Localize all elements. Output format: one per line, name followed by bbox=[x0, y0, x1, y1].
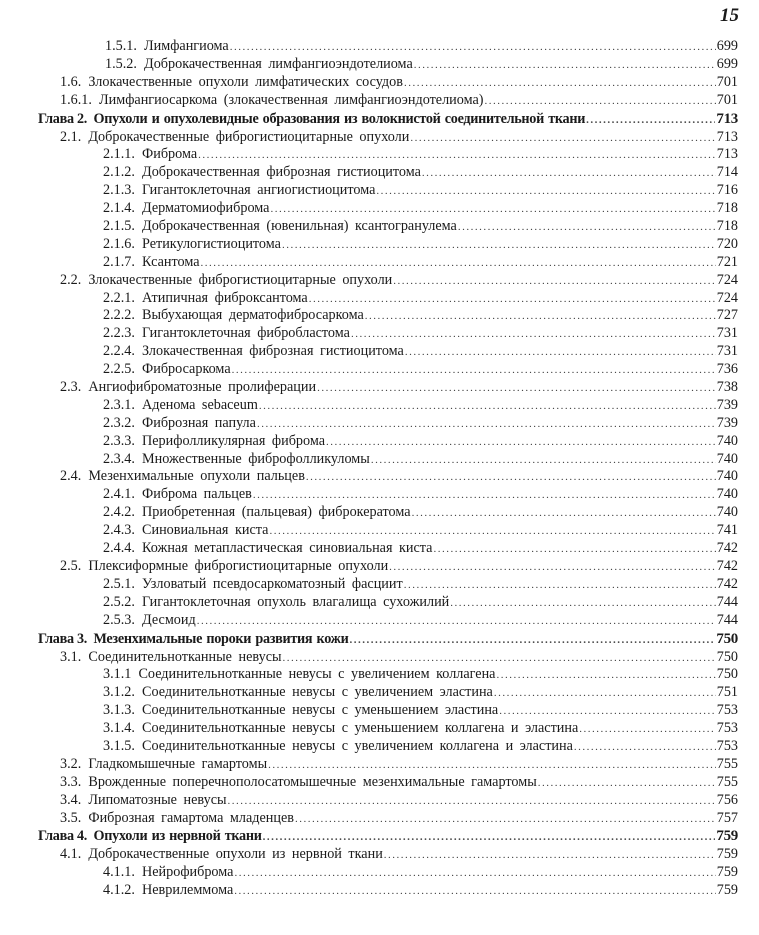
toc-entry-page: 739 bbox=[716, 414, 738, 431]
toc-entry-title: Фиброзная гамартома младенцев bbox=[88, 809, 294, 826]
toc-entry-number: 2.1.3. bbox=[103, 182, 135, 199]
toc-entry-page: 740 bbox=[716, 486, 738, 503]
toc-entry-title: Дерматомиофиброма bbox=[142, 200, 270, 217]
dot-leader bbox=[450, 595, 715, 613]
dot-leader bbox=[384, 847, 716, 865]
dot-leader bbox=[389, 559, 716, 577]
toc-entry-number: 3.3. bbox=[60, 773, 82, 790]
toc-entry-title: Гладкомышечные гамартомы bbox=[88, 755, 268, 772]
dot-leader bbox=[326, 434, 716, 452]
toc-entry[interactable] bbox=[0, 92, 759, 110]
toc-entry-page: 731 bbox=[716, 325, 738, 342]
dot-leader bbox=[234, 883, 715, 901]
toc-entry-page: 736 bbox=[716, 361, 738, 378]
toc-entry-page: 759 bbox=[716, 846, 738, 863]
dot-leader bbox=[574, 739, 716, 757]
toc-entry[interactable] bbox=[0, 774, 759, 792]
toc-entry-title: Выбухающая дерматофибросаркома bbox=[142, 307, 364, 324]
toc-entry-page: 699 bbox=[716, 55, 738, 72]
toc-entry-title: Доброкачественная лимфангиоэндотелиома bbox=[144, 55, 413, 72]
toc-entry[interactable] bbox=[0, 540, 759, 558]
toc-entry[interactable] bbox=[0, 361, 759, 379]
toc-entry-title: Множественные фиброфолликуломы bbox=[142, 450, 370, 467]
toc-entry-number: 1.5.1. bbox=[105, 38, 137, 54]
toc-entry-title: Фиброма пальцев bbox=[142, 486, 252, 503]
toc-entry-number: 4.1. bbox=[60, 846, 82, 863]
toc-entry-number: 2.4.1. bbox=[103, 486, 135, 503]
toc-entry[interactable] bbox=[0, 415, 759, 433]
toc-entry-title: Доброкачественные опухоли из нервной ткани bbox=[88, 846, 383, 863]
toc-entry-number: 2.4. bbox=[60, 468, 82, 485]
dot-leader bbox=[405, 344, 716, 362]
toc-entry-page: 739 bbox=[716, 396, 738, 413]
dot-leader bbox=[257, 416, 716, 434]
toc-entry-page: 731 bbox=[716, 343, 738, 360]
toc-entry-number: 1.6. bbox=[60, 73, 82, 90]
toc-entry-number: 2.5. bbox=[60, 557, 82, 574]
toc-entry-page: 718 bbox=[716, 218, 738, 235]
toc-entry-page: 753 bbox=[716, 720, 738, 737]
toc-entry[interactable] bbox=[0, 200, 759, 218]
toc-entry[interactable] bbox=[0, 684, 759, 702]
dot-leader bbox=[422, 165, 716, 183]
toc-entry-number: 3.5. bbox=[60, 809, 82, 826]
dot-leader bbox=[538, 775, 716, 793]
toc-entry-number: 2.1.7. bbox=[103, 253, 135, 270]
toc-entry-number: 2.2. bbox=[60, 271, 82, 288]
toc-entry-number: 2.1.1. bbox=[103, 146, 135, 163]
toc-entry-title: Доброкачественные фиброгистиоцитарные опухоли bbox=[88, 128, 410, 145]
toc-entry[interactable] bbox=[0, 218, 759, 236]
dot-leader bbox=[458, 219, 716, 237]
toc-entry[interactable] bbox=[0, 702, 759, 720]
toc-entry-number: 3.2. bbox=[60, 755, 82, 772]
toc-entry[interactable] bbox=[0, 397, 759, 415]
toc-entry-title: Перифолликулярная фиброма bbox=[142, 432, 326, 449]
toc-entry-page: 742 bbox=[716, 557, 738, 574]
toc-entry-number: 2.1.6. bbox=[103, 235, 135, 252]
toc-entry-number: 2.2.3. bbox=[103, 325, 135, 342]
toc-entry-number: 3.1.5. bbox=[103, 737, 135, 754]
toc-entry-title: Опухоли и опухолевидные образования из волокнистой соединительной ткани bbox=[93, 110, 586, 127]
dot-leader bbox=[393, 273, 715, 291]
toc-entry-number: 2.3.4. bbox=[103, 450, 135, 467]
dot-leader bbox=[433, 541, 715, 559]
toc-entry[interactable] bbox=[0, 343, 759, 361]
toc-entry-title: Липоматозные невусы bbox=[88, 791, 227, 808]
toc-entry-number: 3.1.3. bbox=[103, 702, 135, 719]
toc-entry-number: 2.2.4. bbox=[103, 343, 135, 360]
toc-entry-page: 740 bbox=[716, 504, 738, 521]
dot-leader bbox=[350, 631, 716, 650]
toc-entry-page: 741 bbox=[716, 522, 738, 539]
toc-entry[interactable] bbox=[0, 882, 759, 900]
toc-entry-title: Плексиформные фиброгистиоцитарные опухоли bbox=[88, 557, 389, 574]
toc-entry[interactable] bbox=[0, 468, 759, 486]
toc-entry[interactable] bbox=[0, 486, 759, 504]
toc-entry-title: Злокачественные фиброгистиоцитарные опухоли bbox=[88, 271, 393, 288]
toc-entry-page: 724 bbox=[716, 271, 738, 288]
toc-entry-number: 4.1.2. bbox=[103, 882, 135, 899]
toc-entry-page: 740 bbox=[716, 450, 738, 467]
toc-entry-number: 3.1.4. bbox=[103, 720, 135, 737]
toc-entry-number: 2.3.3. bbox=[103, 432, 135, 449]
dot-leader bbox=[579, 721, 715, 739]
dot-leader bbox=[365, 308, 716, 326]
toc-chapter-entry[interactable] bbox=[0, 827, 759, 846]
toc-entry[interactable] bbox=[0, 792, 759, 810]
toc-entry-number: 3.4. bbox=[60, 791, 82, 808]
toc-entry-page: 757 bbox=[716, 809, 738, 826]
toc-entry[interactable] bbox=[0, 720, 759, 738]
dot-leader bbox=[376, 183, 715, 201]
toc-entry[interactable] bbox=[0, 307, 759, 325]
dot-leader bbox=[494, 685, 716, 703]
toc-entry-title: Соединительнотканные невусы с увеличением эластина bbox=[142, 684, 493, 701]
toc-entry-title: Ксантома bbox=[142, 253, 200, 270]
table-of-contents bbox=[0, 38, 759, 900]
toc-entry-number: 3.1. bbox=[60, 648, 82, 665]
toc-entry-number: Глава 2. bbox=[38, 110, 88, 127]
dot-leader bbox=[263, 828, 716, 847]
toc-entry-page: 750 bbox=[716, 630, 738, 647]
toc-entry[interactable] bbox=[0, 325, 759, 343]
toc-entry-title: Злокачественная фиброзная гистиоцитома bbox=[142, 343, 404, 360]
toc-entry-title: Приобретенная (пальцевая) фиброкератома bbox=[142, 504, 411, 521]
toc-entry-title: Фибросаркома bbox=[142, 361, 231, 378]
toc-entry[interactable] bbox=[0, 594, 759, 612]
dot-leader bbox=[234, 865, 715, 883]
toc-entry[interactable] bbox=[0, 146, 759, 164]
dot-leader bbox=[295, 811, 716, 829]
dot-leader bbox=[410, 130, 715, 148]
toc-entry-page: 740 bbox=[716, 432, 738, 449]
toc-entry[interactable] bbox=[0, 379, 759, 397]
toc-entry-title: Соединительнотканные невусы с уменьшением коллагена и эластина bbox=[142, 720, 579, 737]
toc-entry[interactable] bbox=[0, 666, 759, 684]
toc-entry[interactable] bbox=[0, 254, 759, 272]
toc-entry-number: 2.1. bbox=[60, 128, 82, 145]
toc-entry-title: Фиброма bbox=[142, 146, 198, 163]
toc-entry-title: Гигантоклеточная опухоль влагалища сухожилий bbox=[142, 593, 450, 610]
dot-leader bbox=[268, 757, 716, 775]
toc-entry-title: Соединительнотканные невусы с увеличением коллагена и эластина bbox=[142, 737, 573, 754]
toc-entry-page: 701 bbox=[716, 91, 738, 108]
toc-entry-title: Нейрофиброма bbox=[142, 864, 234, 881]
toc-entry-number: 2.2.2. bbox=[103, 307, 135, 324]
toc-entry-title: Соединительнотканные невусы с уменьшением эластина bbox=[142, 702, 499, 719]
toc-entry-page: 753 bbox=[716, 702, 738, 719]
toc-entry-page: 755 bbox=[716, 773, 738, 790]
toc-entry-number: 2.1.4. bbox=[103, 200, 135, 217]
toc-entry[interactable] bbox=[0, 558, 759, 576]
toc-entry[interactable] bbox=[0, 38, 759, 56]
toc-entry-number: 3.1.1 bbox=[103, 666, 132, 683]
toc-entry-title: Доброкачественная (ювенильная) ксантогранулема bbox=[142, 218, 457, 235]
toc-entry-page: 740 bbox=[716, 468, 738, 485]
dot-leader bbox=[197, 613, 716, 631]
toc-entry[interactable] bbox=[0, 612, 759, 630]
toc-chapter-entry[interactable] bbox=[0, 110, 759, 129]
toc-entry-title: Врожденные поперечнополосатомышечные мезенхимальные гамартомы bbox=[88, 773, 537, 790]
toc-entry-page: 756 bbox=[716, 791, 738, 808]
toc-entry-page: 721 bbox=[716, 253, 738, 270]
toc-entry-page: 755 bbox=[716, 755, 738, 772]
dot-leader bbox=[317, 380, 716, 398]
toc-entry-title: Кожная метапластическая синовиальная киста bbox=[142, 540, 433, 557]
toc-entry-number: 2.1.5. bbox=[103, 218, 135, 235]
dot-leader bbox=[230, 39, 716, 57]
dot-leader bbox=[232, 362, 716, 380]
dot-leader bbox=[414, 57, 716, 75]
toc-entry-page: 718 bbox=[716, 200, 738, 217]
toc-entry-title: Атипичная фиброксантома bbox=[142, 289, 308, 306]
toc-entry-number: 3.1.2. bbox=[103, 684, 135, 701]
toc-entry-title: Соединительнотканные невусы с увеличением коллагена bbox=[138, 666, 496, 683]
dot-leader bbox=[404, 577, 716, 595]
toc-entry-page: 713 bbox=[716, 146, 738, 163]
toc-entry[interactable] bbox=[0, 504, 759, 522]
toc-entry-page: 759 bbox=[716, 828, 738, 845]
toc-entry-number: 2.3.2. bbox=[103, 414, 135, 431]
toc-entry-title: Фиброзная папула bbox=[142, 414, 256, 431]
toc-entry-number: 1.5.2. bbox=[105, 55, 137, 72]
toc-entry-page: 714 bbox=[716, 164, 738, 181]
toc-entry-page: 753 bbox=[716, 737, 738, 754]
toc-entry-number: 2.5.1. bbox=[103, 575, 135, 592]
dot-leader bbox=[351, 326, 716, 344]
toc-entry-title: Ретикулогистиоцитома bbox=[142, 235, 281, 252]
toc-entry[interactable] bbox=[0, 164, 759, 182]
page-number: 15 bbox=[720, 5, 739, 26]
dot-leader bbox=[586, 111, 715, 130]
toc-entry-number: 2.3.1. bbox=[103, 396, 135, 413]
dot-leader bbox=[282, 237, 716, 255]
toc-entry-page: 759 bbox=[716, 864, 738, 881]
toc-entry-number: 2.4.4. bbox=[103, 540, 135, 557]
toc-entry-number: 2.1.2. bbox=[103, 164, 135, 181]
toc-entry-title: Синовиальная киста bbox=[142, 522, 269, 539]
toc-entry-title: Мезенхимальные пороки развития кожи bbox=[93, 630, 349, 647]
toc-entry[interactable] bbox=[0, 649, 759, 667]
toc-entry[interactable] bbox=[0, 846, 759, 864]
dot-leader bbox=[306, 469, 716, 487]
toc-entry-page: 701 bbox=[716, 73, 738, 90]
toc-entry-page: 713 bbox=[716, 110, 738, 127]
toc-entry[interactable] bbox=[0, 576, 759, 594]
toc-entry-title: Соединительнотканные невусы bbox=[88, 648, 282, 665]
toc-entry-number: 2.2.1. bbox=[103, 289, 135, 306]
toc-entry-number: 2.4.2. bbox=[103, 504, 135, 521]
toc-entry-page: 699 bbox=[716, 38, 738, 54]
toc-entry-title: Десмоид bbox=[142, 611, 196, 628]
toc-entry[interactable] bbox=[0, 236, 759, 254]
toc-entry-title: Узловатый псевдосаркоматозный фасциит bbox=[142, 575, 403, 592]
toc-entry-number: Глава 3. bbox=[38, 630, 88, 647]
dot-leader bbox=[496, 667, 715, 685]
toc-entry-page: 727 bbox=[716, 307, 738, 324]
toc-entry-page: 716 bbox=[716, 182, 738, 199]
dot-leader bbox=[485, 93, 716, 111]
toc-entry[interactable] bbox=[0, 74, 759, 92]
toc-entry-title: Мезенхимальные опухоли пальцев bbox=[88, 468, 305, 485]
dot-leader bbox=[283, 650, 716, 668]
toc-entry-number: 2.5.3. bbox=[103, 611, 135, 628]
dot-leader bbox=[412, 505, 716, 523]
toc-entry[interactable] bbox=[0, 864, 759, 882]
toc-entry-page: 720 bbox=[716, 235, 738, 252]
toc-entry[interactable] bbox=[0, 129, 759, 147]
toc-entry-number: Глава 4. bbox=[38, 828, 88, 845]
toc-entry[interactable] bbox=[0, 56, 759, 74]
toc-entry-page: 750 bbox=[716, 666, 738, 683]
toc-entry-number: 2.4.3. bbox=[103, 522, 135, 539]
dot-leader bbox=[270, 201, 715, 219]
toc-entry-title: Злокачественные опухоли лимфатических сосудов bbox=[88, 73, 403, 90]
dot-leader bbox=[499, 703, 716, 721]
toc-entry[interactable] bbox=[0, 290, 759, 308]
toc-entry-page: 742 bbox=[716, 575, 738, 592]
toc-entry-number: 1.6.1. bbox=[60, 91, 92, 108]
dot-leader bbox=[201, 255, 716, 273]
toc-entry-title: Лимфангиосаркома (злокачественная лимфангиоэндотелиома) bbox=[99, 91, 484, 108]
toc-entry-number: 2.2.5. bbox=[103, 361, 135, 378]
toc-entry-title: Неврилеммома bbox=[142, 882, 234, 899]
toc-entry-title: Гигантоклеточная ангиогистиоцитома bbox=[142, 182, 376, 199]
dot-leader bbox=[371, 452, 716, 470]
dot-leader bbox=[309, 291, 716, 309]
toc-entry[interactable] bbox=[0, 433, 759, 451]
toc-entry[interactable] bbox=[0, 451, 759, 469]
toc-entry-title: Гигантоклеточная фибробластома bbox=[142, 325, 350, 342]
toc-entry-page: 738 bbox=[716, 379, 738, 396]
dot-leader bbox=[198, 147, 716, 165]
toc-entry[interactable] bbox=[0, 182, 759, 200]
dot-leader bbox=[253, 487, 716, 505]
toc-entry-title: Ангиофиброматозные пролиферации bbox=[88, 379, 317, 396]
dot-leader bbox=[269, 523, 715, 541]
toc-entry-page: 759 bbox=[716, 882, 738, 899]
toc-entry-title: Лимфангиома bbox=[144, 38, 229, 54]
dot-leader bbox=[228, 793, 716, 811]
toc-entry-number: 2.5.2. bbox=[103, 593, 135, 610]
toc-entry-page: 724 bbox=[716, 289, 738, 306]
toc-entry[interactable] bbox=[0, 272, 759, 290]
toc-entry[interactable] bbox=[0, 756, 759, 774]
toc-chapter-entry[interactable] bbox=[0, 630, 759, 649]
toc-entry-title: Аденома sebaceum bbox=[142, 396, 258, 413]
toc-entry-number: 4.1.1. bbox=[103, 864, 135, 881]
toc-entry-number: 2.3. bbox=[60, 379, 82, 396]
toc-entry-page: 744 bbox=[716, 611, 738, 628]
toc-entry[interactable] bbox=[0, 738, 759, 756]
toc-entry-page: 750 bbox=[716, 648, 738, 665]
dot-leader bbox=[259, 398, 716, 416]
toc-entry-title: Доброкачественная фиброзная гистиоцитома bbox=[142, 164, 421, 181]
toc-entry-page: 742 bbox=[716, 540, 738, 557]
toc-entry[interactable] bbox=[0, 522, 759, 540]
dot-leader bbox=[404, 75, 716, 93]
toc-entry-page: 713 bbox=[716, 128, 738, 145]
toc-entry[interactable] bbox=[0, 810, 759, 828]
toc-entry-page: 751 bbox=[716, 684, 738, 701]
toc-entry-page: 744 bbox=[716, 593, 738, 610]
toc-entry-title: Опухоли из нервной ткани bbox=[93, 828, 262, 845]
